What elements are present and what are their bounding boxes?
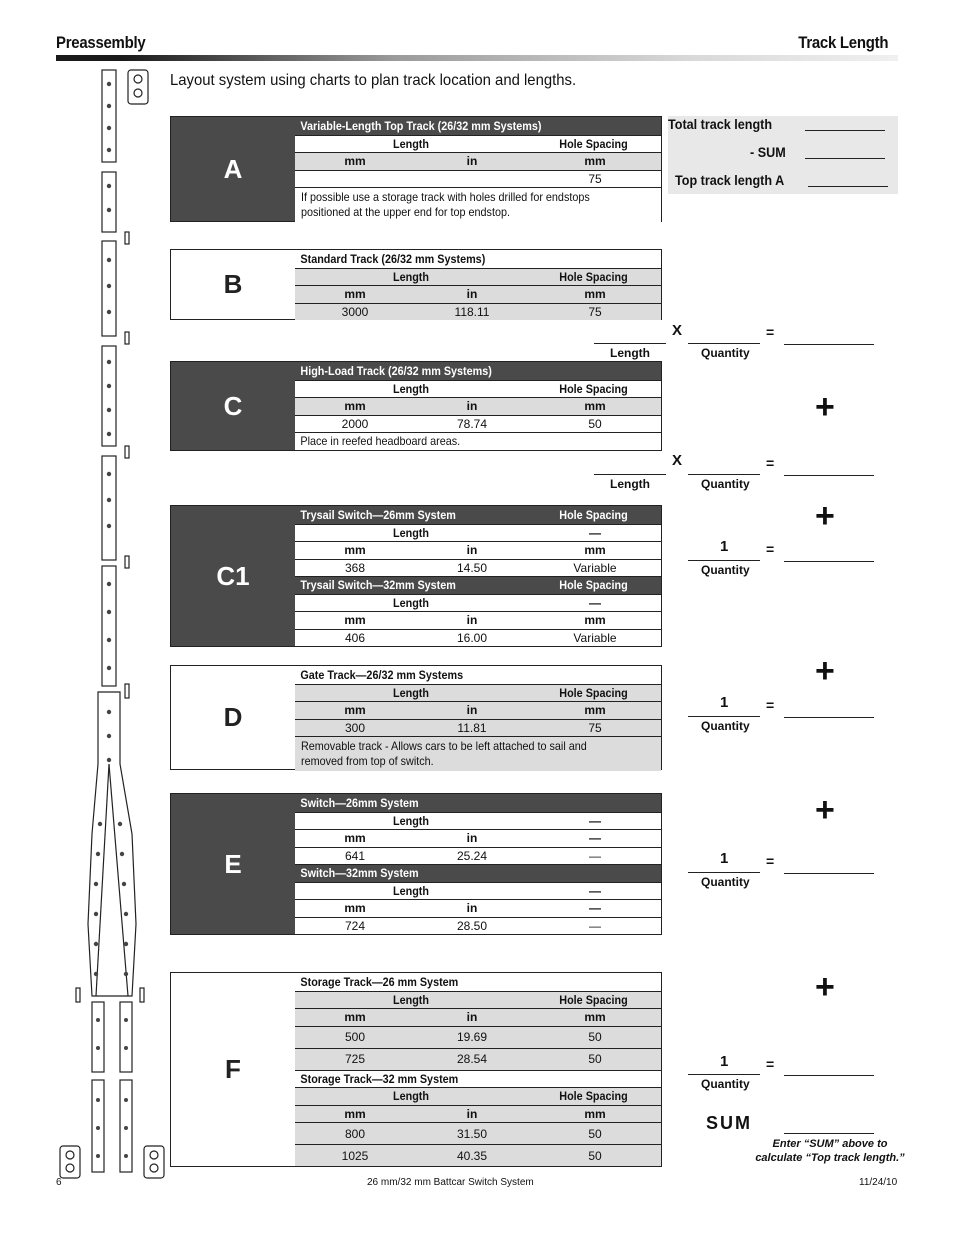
header-section: Preassembly <box>56 33 146 52</box>
total-track-length-field[interactable] <box>805 130 885 131</box>
quantity-d-field[interactable] <box>688 716 760 717</box>
quantity-c-field[interactable] <box>688 474 760 475</box>
plus-sign: + <box>815 968 835 1006</box>
section-e: E Switch—26mm System Length — mm in — 641 25.24 — Switch—32mm System Length — mm in — 724 28.50 — <box>170 793 662 935</box>
section-title: High-Load Track (26/32 mm Systems) <box>300 363 492 378</box>
quantity-e-field[interactable] <box>688 872 760 873</box>
section-note: Place in reefed headboard areas. <box>300 434 461 449</box>
sum-label: SUM <box>706 1113 752 1133</box>
track-illustration <box>58 64 168 1184</box>
summary-box <box>668 116 898 194</box>
quantity-f-field[interactable] <box>688 1074 760 1075</box>
quantity-b-field[interactable] <box>688 343 760 344</box>
section-f: F Storage Track—26 mm System Length Hole Spacing mm in mm 500 19.69 50 725 28.54 50 Storage Track—32 mm System Length Hole Spacing mm in mm 800 31.50 50 1025 40.35 50 <box>170 972 662 1167</box>
page-number: 6 <box>56 1177 62 1188</box>
footer-date: 11/24/10 <box>859 1177 898 1188</box>
plus-sign: + <box>815 388 835 426</box>
section-note: Removable track - Allows cars to be left attached to sail and removed from top of switch. <box>301 739 587 768</box>
section-letter: E <box>224 848 242 879</box>
section-note: If possible use a storage track with holes drilled for endstops positioned at the upper end for top endstop. <box>301 190 590 219</box>
section-letter: C <box>223 390 243 421</box>
section-title: Standard Track (26/32 mm Systems) <box>300 251 486 266</box>
minus-sum-label: - SUM <box>750 144 786 160</box>
section-b: B Standard Track (26/32 mm Systems) Length Hole Spacing mm in mm 3000 118.11 75 <box>170 249 662 320</box>
result-f-field[interactable] <box>784 1075 874 1076</box>
length-c-field[interactable] <box>594 474 666 475</box>
section-c1: C1 Trysail Switch—26mm System Hole Spacing Length — mm in mm 368 14.50 Variable Trysail Switch—32mm System Hole Spacing Length — mm in mm 406 16.00 Variable <box>170 505 662 647</box>
quantity-c1-field[interactable] <box>688 560 760 561</box>
result-d-field[interactable] <box>784 717 874 718</box>
header-rule <box>56 55 898 61</box>
section-letter: A <box>223 153 243 184</box>
minus-sum-field[interactable] <box>805 158 885 159</box>
section-letter: D <box>223 702 243 732</box>
sum-field[interactable] <box>784 1133 874 1134</box>
plus-sign: + <box>815 652 835 690</box>
section-d: D Gate Track—26/32 mm Systems Length Hole Spacing mm in mm 300 11.81 75 Removable track - Allows cars to be left attached to sail and removed from top of switch. <box>170 665 662 770</box>
section-a-table: Variable-Length Top Track (26/32 mm Systems) Length Hole Spacing mm in mm 75 If possible use a storage track with holes drilled for endstops positioned at the upper end for top endstop. <box>295 117 661 222</box>
section-a <box>170 116 662 222</box>
top-track-length-label: Top track length A <box>675 172 785 188</box>
footer-product: 26 mm/32 mm Battcar Switch System <box>367 1177 534 1188</box>
section-letter: B <box>223 269 243 299</box>
intro-text: Layout system using charts to plan track location and lengths. <box>170 72 577 89</box>
result-e-field[interactable] <box>784 873 874 874</box>
plus-sign: + <box>815 791 835 829</box>
section-c: C High-Load Track (26/32 mm Systems) Length Hole Spacing mm in mm 2000 78.74 50 Place in reefed headboard areas. <box>170 361 662 451</box>
section-letter: F <box>225 1054 241 1084</box>
length-b-field[interactable] <box>594 343 666 344</box>
header-topic: Track Length <box>798 33 888 52</box>
section-letter: C1 <box>216 560 250 591</box>
result-c1-field[interactable] <box>784 561 874 562</box>
result-c-field[interactable] <box>784 475 874 476</box>
top-track-length-field[interactable] <box>808 186 888 187</box>
section-title: Variable-Length Top Track (26/32 mm Systems) <box>300 118 542 133</box>
sum-note: Enter “SUM” above to calculate “Top track length.” <box>755 1138 905 1164</box>
total-track-length-label: Total track length <box>668 116 773 132</box>
section-title: Gate Track—26/32 mm Systems <box>300 667 464 682</box>
hole-spacing-value: 75 <box>588 171 602 186</box>
result-b-field[interactable] <box>784 344 874 345</box>
plus-sign: + <box>815 497 835 535</box>
